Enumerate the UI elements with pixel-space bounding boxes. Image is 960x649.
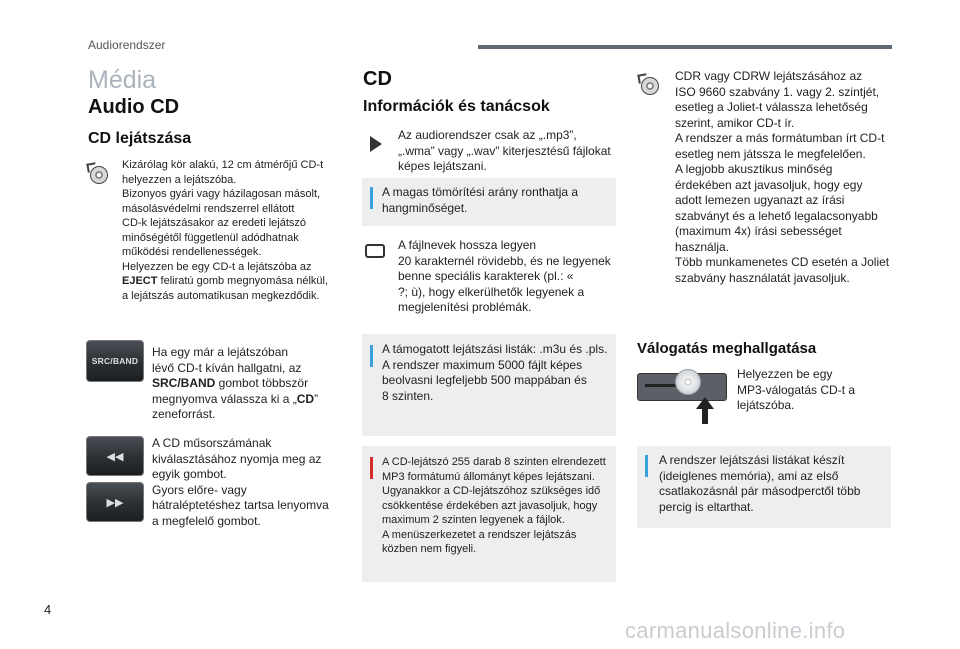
heading-audio-cd: Audio CD bbox=[88, 96, 180, 118]
fast-forward-icon: ▶▶ bbox=[86, 482, 144, 522]
playlist-note-text: A rendszer lejátszási listákat készít (ideiglenes memória), ami az első csatlakozásnál pár másodperctől több percig is eltarthat. bbox=[659, 453, 861, 514]
rewind-icon: ◀◀ bbox=[86, 436, 144, 476]
info-icon bbox=[370, 187, 373, 209]
info-icon bbox=[370, 345, 373, 367]
play-icon bbox=[370, 136, 382, 152]
cd-disc-icon bbox=[90, 166, 108, 184]
playlists-note-box bbox=[362, 334, 616, 436]
src-band-button-icon: SRC/BAND bbox=[86, 340, 144, 382]
heading-info-tips: Információk és tanácsok bbox=[363, 98, 550, 115]
warning-icon bbox=[370, 457, 373, 479]
warning-note-box bbox=[362, 446, 616, 582]
section-title: Audiorendszer bbox=[88, 38, 166, 52]
cd-playback-text: Kizárólag kör alakú, 12 cm átmérőjű CD-t helyezzen a lejátszóba. Bizonyos gyári vagy házilagosan másolt, másolásvédelmi rendszerrel ellátott CD-k lejátszásakor az eredeti lejátszó minőségétől függetlenül adódhatnak működési rendellenességek. Helyezzen be egy CD-t a lejátszóba az EJECT feliratú gomb megnyomása nélkül, a lejátszás automatikusan megkezdődik. bbox=[122, 159, 329, 302]
radio-cd-insert-icon bbox=[637, 367, 727, 423]
playlists-note-text: A támogatott lejátszási listák: .m3u és .pls. A rendszer maximum 5000 fájlt képes beolvasni legfeljebb 500 mappában és 8 szinten. bbox=[382, 342, 608, 403]
heading-cd-playback: CD lejátszása bbox=[88, 130, 192, 147]
filenames-text: A fájlnevek hossza legyen 20 karakternél rövidebb, és ne legyenek benne speciális karakterek (pl.: « ?; ù), hogy elkerülhetők legyenek a megjelenítési problémák. bbox=[398, 238, 611, 314]
info-icon bbox=[645, 455, 648, 477]
heading-cd: CD bbox=[363, 68, 392, 90]
header-divider bbox=[478, 45, 892, 49]
src-band-text: Ha egy már a lejátszóban lévő CD-t kíván hallgatni, az SRC/BAND gombot többször megnyomva válassza ki a „CD” zeneforrást. bbox=[152, 345, 319, 421]
watermark: carmanualsonline.info bbox=[625, 618, 846, 643]
compression-note-box bbox=[362, 178, 616, 226]
file-name-icon bbox=[365, 244, 385, 258]
warning-note-text: A CD-lejátszó 255 darab 8 szinten elrendezett MP3 formátumú állományt képes lejátszani. Ugyanakkor a CD-lejátszóhoz szükséges idő csökkentése érdekében azt javasoljuk, hogy maximum 2 szinten legyenek a fájlok. A menüszerkezetet a rendszer lejátszás közben nem figyeli. bbox=[382, 456, 606, 555]
heading-selection: Válogatás meghallgatása bbox=[637, 340, 817, 357]
insert-cd-text: Helyezzen be egy MP3-válogatás CD-t a lejátszóba. bbox=[737, 367, 856, 412]
cdr-text: CDR vagy CDRW lejátszásához az ISO 9660 szabvány 1. vagy 2. szintjét, esetleg a Joliet-t válassza lehetőség szerint, amikor CD-t ír. A rendszer a más formátumban írt CD-t esetleg nem játssza le megfelelően. A legjobb akusztikus minőség érdekében azt javasoljuk, hogy egy adott lemezen ugyanazt az írási szabványt és a lehető legalacsonyabb (maximum 4x) írási sebességet használja. Több munkamenetes CD esetén a Joliet szabvány használatát javasoljuk. bbox=[675, 69, 890, 285]
compression-note-text: A magas tömörítési arány ronthatja a hangminőséget. bbox=[382, 185, 579, 215]
playlist-note-box bbox=[637, 446, 891, 528]
page-number: 4 bbox=[44, 602, 52, 617]
track-selection-text: A CD műsorszámának kiválasztásához nyomja meg az egyik gombot. Gyors előre- vagy hátraléptetéshez tartsa lenyomva a megfelelő gombot. bbox=[152, 436, 329, 528]
cd-disc-icon bbox=[641, 77, 659, 95]
formats-text: Az audiorendszer csak az „.mp3”, „.wma” vagy „.wav” kiterjesztésű fájlokat képes lejátszani. bbox=[398, 128, 611, 173]
heading-media: Média bbox=[88, 66, 157, 94]
